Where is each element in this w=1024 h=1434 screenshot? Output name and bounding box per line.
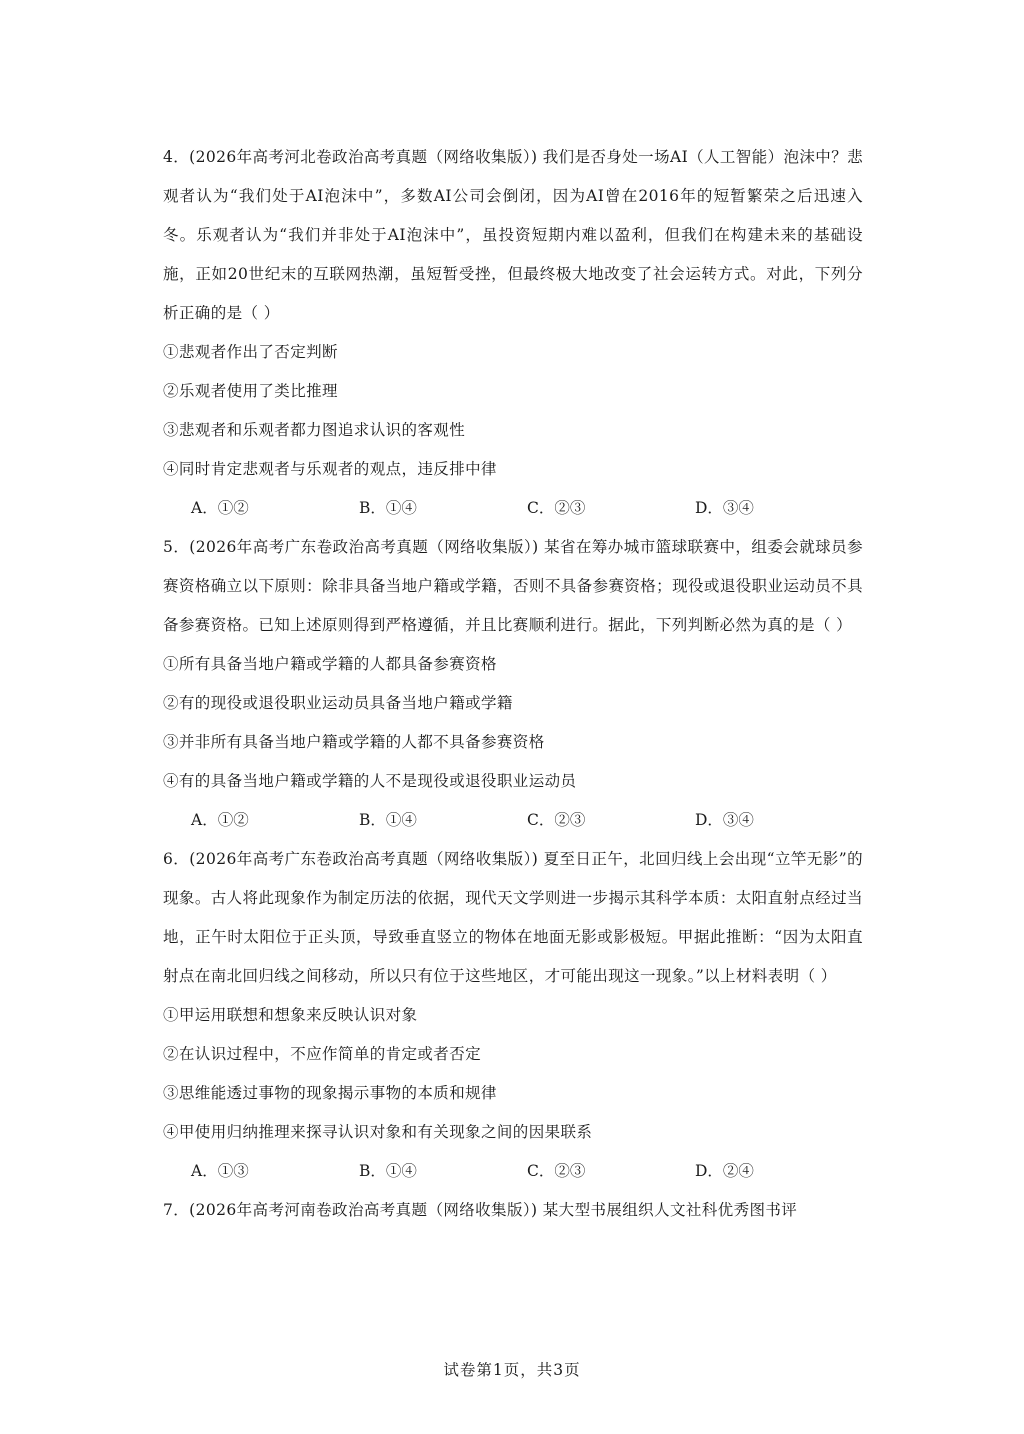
statement-option: ②在认识过程中，不应作简单的肯定或者否定 (163, 1045, 482, 1063)
choice-a[interactable]: A．①③ (191, 1162, 249, 1180)
answer-choices (163, 489, 863, 528)
page-footer: 试卷第1页，共3页 (443, 1361, 581, 1379)
choice-b[interactable]: B．①④ (359, 811, 417, 829)
choice-d[interactable]: D．③④ (695, 811, 754, 829)
question-stem: 6．(2026年高考广东卷政治高考真题（网络收集版）) 夏至日正午，北回归线上会出现“立竿无影”的现象。古人将此现象作为制定历法的依据，现代天文学则进一步揭示其科学本质：太阳直射点经过当地，正午时太阳位于正头顶，导致垂直竖立的物体在地面无影或影极短。甲据此推断：“因为太阳直射点在南北回归线之间移动，所以只有位于这些地区，才可能出现这一现象。”以上材料表明（ ） (163, 850, 863, 985)
question-stem: 7．(2026年高考河南卷政治高考真题（网络收集版）) 某大型书展组织人文社科优秀图书评 (163, 1201, 798, 1219)
choice-a[interactable]: A．①② (191, 499, 249, 517)
statement-option: ④同时肯定悲观者与乐观者的观点，违反排中律 (163, 460, 497, 478)
question-5 (163, 528, 863, 840)
exam-content (163, 138, 863, 1230)
statement-option: ①悲观者作出了否定判断 (163, 343, 338, 361)
statement-option: ③悲观者和乐观者都力图追求认识的客观性 (163, 421, 466, 439)
choice-d[interactable]: D．③④ (695, 499, 754, 517)
statement-option: ②有的现役或退役职业运动员具备当地户籍或学籍 (163, 694, 513, 712)
choice-d[interactable]: D．②④ (695, 1162, 754, 1180)
choice-b[interactable]: B．①④ (359, 1162, 417, 1180)
statement-option: ①所有具备当地户籍或学籍的人都具备参赛资格 (163, 655, 497, 673)
statement-option: ④甲使用归纳推理来探寻认识对象和有关现象之间的因果联系 (163, 1123, 593, 1141)
answer-choices (163, 801, 863, 840)
answer-choices (163, 1152, 863, 1191)
statement-option: ③思维能透过事物的现象揭示事物的本质和规律 (163, 1084, 497, 1102)
question-stem: 5．(2026年高考广东卷政治高考真题（网络收集版）) 某省在筹办城市篮球联赛中，组委会就球员参赛资格确立以下原则：除非具备当地户籍或学籍，否则不具备参赛资格；现役或退役职业运动员不具备参赛资格。已知上述原则得到严格遵循，并且比赛顺利进行。据此，下列判断必然为真的是（ ） (163, 538, 863, 634)
question-4 (163, 138, 863, 528)
question-stem: 4．(2026年高考河北卷政治高考真题（网络收集版）) 我们是否身处一场AI（人工智能）泡沫中？悲观者认为“我们处于AI泡沫中”，多数AI公司会倒闭，因为AI曾在2016年的短暂繁荣之后迅速入冬。乐观者认为“我们并非处于AI泡沫中”，虽投资短期内难以盈利，但我们在构建未来的基础设施，正如20世纪末的互联网热潮，虽短暂受挫，但最终极大地改变了社会运转方式。对此，下列分析正确的是（ ） (163, 148, 863, 322)
choice-b[interactable]: B．①④ (359, 499, 417, 517)
choice-c[interactable]: C．②③ (527, 499, 586, 517)
statement-option: ②乐观者使用了类比推理 (163, 382, 338, 400)
statement-option: ④有的具备当地户籍或学籍的人不是现役或退役职业运动员 (163, 772, 577, 790)
statement-option: ③并非所有具备当地户籍或学籍的人都不具备参赛资格 (163, 733, 545, 751)
statement-option: ①甲运用联想和想象来反映认识对象 (163, 1006, 418, 1024)
choice-c[interactable]: C．②③ (527, 1162, 586, 1180)
choice-c[interactable]: C．②③ (527, 811, 586, 829)
choice-a[interactable]: A．①② (191, 811, 249, 829)
question-6 (163, 840, 863, 1191)
question-7 (163, 1191, 863, 1230)
